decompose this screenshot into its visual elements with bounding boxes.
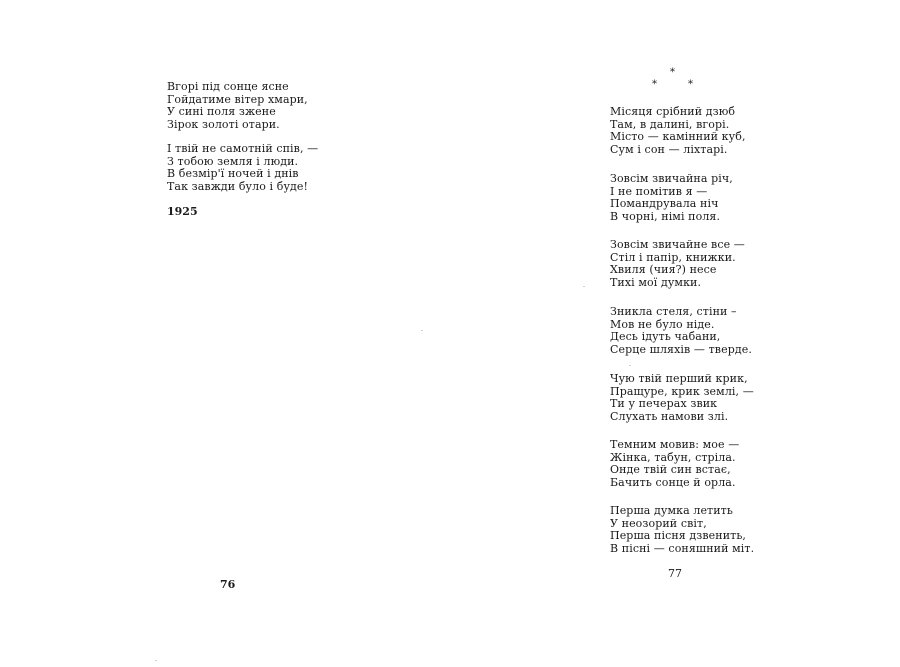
- poem-line: У неозорий світ,: [610, 516, 707, 530]
- poem-stanza: [610, 439, 739, 489]
- paper-speck: [583, 286, 585, 287]
- page-number-right: 77: [668, 567, 682, 580]
- poem-line: Десь ідуть чабани,: [610, 330, 721, 343]
- poem-line: Помандрувала ніч: [610, 197, 719, 210]
- poem-line: Слухать намови злі.: [610, 409, 729, 423]
- poem-line: Перша пісня дзвенить,: [610, 529, 747, 542]
- poem-line: Зникла стеля, стіни –: [610, 305, 737, 318]
- poem-line: Стіл і папір, книжки.: [610, 250, 736, 264]
- asterisk-icon: *: [652, 79, 657, 90]
- poem-line: Жінка, табун, стріла.: [610, 450, 736, 464]
- poem-line: І не помітив я —: [610, 184, 708, 198]
- poem-line: В безмір'ї ночей і днів: [167, 167, 299, 180]
- poem-stanza: [167, 143, 318, 193]
- poem-line: Серце шляхів — тверде.: [610, 342, 752, 356]
- poem-line: Бачить сонце й орла.: [610, 475, 736, 489]
- poem-line: Темним мовив: мое —: [610, 438, 740, 451]
- poem-line: Зовсім звичайне все —: [610, 238, 745, 251]
- poem-line: Тихі мої думки.: [610, 275, 702, 289]
- poem-line: Ти у печерах звик: [610, 397, 718, 410]
- poem-stanza: [610, 505, 754, 555]
- right-page: [450, 0, 900, 667]
- poem-stanza: [610, 239, 745, 289]
- poem-line: Перша думка летить: [610, 504, 733, 517]
- poem-line: Хвиля (чия?) несе: [610, 263, 717, 276]
- poem-stanza: [610, 106, 746, 156]
- poem-line: З тобою земля і люди.: [167, 154, 299, 168]
- paper-speck: [155, 660, 157, 661]
- poem-line: У сині поля зжене: [167, 105, 276, 118]
- poem-line: Онде твій син встає,: [610, 463, 731, 476]
- poem-stanza: [610, 373, 754, 423]
- poem-line: Вгорі під сонце ясне: [167, 80, 289, 93]
- paper-speck: [629, 365, 631, 366]
- poem-line: Мов не було ніде.: [610, 317, 715, 331]
- poem-stanza: [610, 173, 733, 223]
- poem-stanza: [610, 306, 752, 356]
- paper-speck: [421, 330, 423, 331]
- asterisk-icon: *: [670, 67, 675, 78]
- page-number-left: 76: [220, 578, 236, 591]
- poem-line: Пращуре, крик землі, —: [610, 384, 754, 398]
- poem-line: Зовсім звичайна річ,: [610, 172, 733, 185]
- poem-stanza: [167, 81, 308, 131]
- poem-line: Сум і сон — ліхтарі.: [610, 142, 728, 156]
- poem-line: Місто — камінний куб,: [610, 130, 746, 143]
- poem-line: Там, в далині, вгорі.: [610, 117, 730, 131]
- poem-line: В пісні — соняшний міт.: [610, 541, 755, 555]
- poem-line: Місяця срібний дзюб: [610, 105, 736, 118]
- poem-line: Зірок золоті отари.: [167, 117, 280, 131]
- poem-line: Так завжди було і буде!: [167, 179, 309, 193]
- asterism: [652, 68, 696, 92]
- asterisk-icon: *: [688, 79, 693, 90]
- poem-line: Чую твій перший крик,: [610, 372, 748, 385]
- poem-line: В чорні, німі поля.: [610, 209, 721, 223]
- poem-line: Гойдатиме вітер хмари,: [167, 92, 308, 106]
- poem-year: 1925: [167, 205, 198, 218]
- poem-line: І твій не самотній спів, —: [167, 142, 319, 155]
